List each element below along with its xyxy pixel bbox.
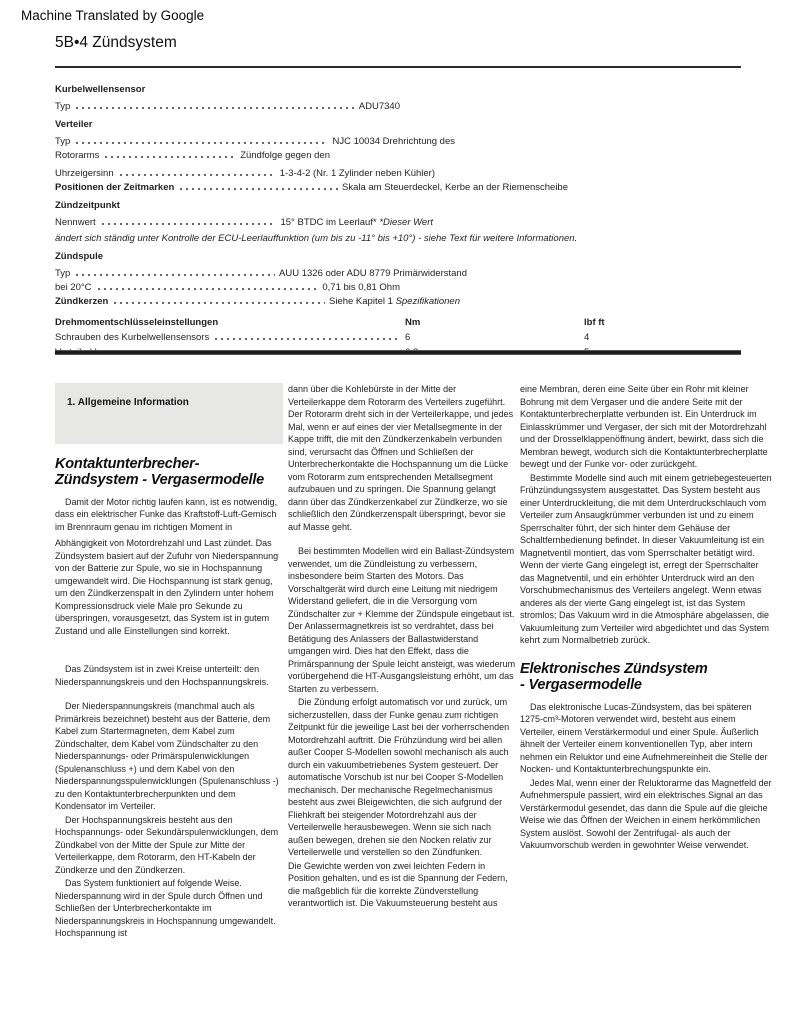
paragraph: Die Zündung erfolgt automatisch vor und zurück, um sicherzustellen, dass der Funke genau zum richtigen Zeitpunkt für die jeweilige Last bei der vorherrschenden Motordrehzahl auftritt. Die Frühzündung wird bei allen außer Cooper S-Modellen sowohl mechanisch als auch durch ein vakuumbetriebenes System gesteuert. Der automatische Vorschub ist nur bei Cooper S-Modellen mechanisch. Der mechanische Regelmechanismus besteht aus zwei Bleigewichten, die sich aufgrund der Fliehkraft bei steigender Motordrehzahl aus der Verteilerwelle herausbewegen. Wenn sie sich nach außen bewegen, drehen sie den Nocken relativ zur Verteilerwelle und verstellen so den Zündfunken. [288,697,510,857]
spec-row [55,136,455,148]
spec-value: Skala am Steuerdeckel, Kerbe an der Riemenscheibe [341,182,568,193]
info-box-title: 1. Allgemeine Information [67,397,189,408]
spec-row [55,150,330,162]
torque-title: Drehmomentschlüsseleinstellungen [55,317,219,328]
spec-row [55,101,400,113]
paragraph: Der Hochspannungskreis besteht aus den Hochspannungs- oder Sekundärspulenwicklungen, dem Zündkabel von der Mitte der Spule zur Mitte der Verteilerkappe, dem Rotorarm, den HT-Kabeln der Zündkerze und den Zündkerzen. [55,814,279,875]
spec-section-heading: Verteiler [55,119,93,130]
torque-col-lbf: lbf ft [584,317,605,328]
dot-leader [103,154,236,162]
spec-section-heading: Kurbelwellensensor [55,84,146,95]
spec-label: bei 20°C [55,282,92,293]
dot-leader [213,336,401,344]
spec-value: NJC 10034 Drehrichtung des [332,136,455,147]
body-column-3 [520,383,772,853]
paragraph: dann über die Kohlebürste in der Mitte der Verteilerkappe dem Rotorarm des Verteilers zugeführt. Der Rotorarm dreht sich in der Verteilerkappe, und jedes Mal, wenn er auf eines der vier Metallsegmente in der Kappe trifft, die mit den Zündkerzenkabeln verbunden sind, verursacht das Öffnen und Schließen der Unterbrecherkontakte die Hochspannung um die Lücke vom Rotorarm zum entsprechenden Metallsegment aufzubauen und zu springen. Die Spannung gelangt dann über das Zündkerzenkabel zur Zündkerze, wo sie schließlich den Zündkerzenspalt überspringt, bevor sie auf Masse geht. [288,384,514,532]
spec-label: Typ [55,136,71,147]
spec-value: 1-3-4-2 (Nr. 1 Zylinder neben Kühler) [279,168,435,179]
spec-value: ADU7340 [358,101,400,112]
dot-leader [74,105,354,113]
paragraph: Damit der Motor richtig laufen kann, ist es notwendig, dass ein elektrischer Funke das Kraftstoff-Luft-Gemisch im Brennraum genau im richtigen Moment in [55,496,278,532]
spec-value-note: *Dieser Wert [379,217,433,228]
torque-col-nm: Nm [405,317,421,328]
spec-value: 15° BTDC im Leerlauf* [280,217,377,228]
dot-leader [178,186,338,194]
dot-leader [112,300,325,308]
spec-section-heading: Zündzeitpunkt [55,200,120,211]
paragraph: Das Zündsystem ist in zwei Kreise unterteilt: den Niederspannungskreis und den Hochspannungskreis. [55,664,269,687]
watermark: Machine Translated by Google [21,8,205,23]
spec-label: Positionen der Zeitmarken [55,182,175,193]
spec-row [55,296,460,308]
body-column-1 [55,383,283,941]
paragraph: Bei bestimmten Modellen wird ein Ballast-Zündsystem verwendet, um die Zündleistung zu verbessern, insbesondere beim Starten des Motors. Das Vorschaltgerät wird durch eine Leitung mit niedrigem Widerstand geliefert, die in die Versorgung vom Zündschalter zur + Klemme der Zündspule eingebaut ist. Der Anlassermagnetkreis ist so verdrahtet, dass bei Betätigung des Anlassers der Ballastwiderstand umgangen wird. Dies hat den Effekt, dass die Primärspannung der Spule leicht ansteigt, was wiederum vorübergehend die HT-Ausgangsleistung erhöht, um das Starten zu verbessern. [288,546,516,694]
paragraph: Das elektronische Lucas-Zündsystem, das bei späteren 1275-cm³-Motoren verwendet wird, besteht aus einem Verteiler, einem Verstärkermodul und einer Spule. Äußerlich ähnelt der Verteiler einem konventionellen Typ, aber intern nehmen ein Reluktor und eine Aufnehmereinheit die Stelle der Nocken- und Kontaktunterbrechungspunkte ein. [520,701,768,774]
paragraph: eine Membran, deren eine Seite über ein Rohr mit kleiner Bohrung mit dem Vergaser und die andere Seite mit der Kontaktunterbrecherplatte verbunden ist. Ein Unterdruck im Einlasskrümmer und Vergaser, der sich mit der Motordrehzahl und der Drosselklappenöffnung ändert, bewirkt, dass sich die Membran bewegt, wodurch sich die Kontaktunterbrecherplatte bewegt und der Funke vor- oder zurückgeht. [520,384,768,469]
paragraph: Bestimmte Modelle sind auch mit einem getriebegesteuerten Frühzündungssystem ausgestattet. Das System besteht aus einer Unterdruckleitung, die mit dem Unterdruckschlauch vom Verteiler zum Ansaugkrümmer verbunden ist und zu einem Sperrschalter führt, der sich hinter dem Gehäuse der Schaltfernbedienung befindet. In dieser Vakuumleitung ist ein Magnetventil montiert, das vom Sperrschalter betätigt wird. Wenn der vierte Gang eingelegt ist, erregt der Sperrschalter das Magnetventil, und ein erhöhter Unterdruck wird an den Vorschubmechanismus des Verteilers angelegt. Wenn etwas anderes als der vierte Gang eingelegt ist, ist das System stromlos; Das Vakuum wird in die Atmosphäre abgelassen, die Vakuumleitung zum Verteiler wird abgedichtet und das System kehrt zum Normalbetrieb zurück. [520,472,772,645]
spec-row [55,217,433,229]
paragraph: Der Niederspannungskreis (manchmal auch als Primärkreis bezeichnet) besteht aus der Batterie, dem Kabel zum Startermagneten, dem Kabel zum Zündschalter, dem Kabel vom Zündschalter zu den Niederspannungs- oder Primärspulenwicklungen (Spulenanschluss +) und dem Kabel von den Niederspannungsspulenwicklungen (Spulenanschluss -) zu den Kontaktunterbrecherpunkten und dem Kondensator im Verteiler. [55,701,279,811]
torque-lbf-value: 4 [584,332,590,343]
dot-leader [118,172,276,180]
spec-note: ändert sich ständig unter Kontrolle der ECU-Leerlauffunktion (um bis zu -11° bis +10°) - siehe Text für weitere Informationen. [55,233,578,244]
spec-section-heading: Zündspule [55,251,104,262]
dot-leader [74,140,328,148]
paragraph: Abhängigkeit von Motordrehzahl und Last zündet. Das Zündsystem basiert auf der Zufuhr von Niederspannung von der Batterie zur Spule, wo sie in Hochspannung umgewandelt wird. Die Hochspannung ist stark genug, um den Zündkerzenspalt in den Zylindern unter hohem Kompressionsdruck viele Male pro Sekunde zu überspringen, vorausgesetzt, das System ist in gutem Zustand und alle Einstellungen sind korrekt. [55,538,279,636]
top-rule [55,66,741,68]
section-divider-rule [55,350,741,355]
torque-row [55,332,741,344]
spec-value: AUU 1326 oder ADU 8779 Primärwiderstand [279,268,467,279]
section-heading-electronic-ignition: Elektronisches Zündsystem - Vergasermodelle [520,660,708,693]
torque-header-row [55,317,741,329]
dot-leader [100,221,277,229]
body-column-2 [288,383,516,911]
spec-row [55,282,400,294]
spec-row [55,182,568,194]
spec-section [55,78,741,362]
paragraph: Die Gewichte werden von zwei leichten Federn in Position gehalten, und es ist die Spannung der Federn, die maßgeblich für die korrekte Zündverstellung verantwortlich ist. Die Vakuumsteuerung besteht aus [288,860,508,908]
paragraph: Das System funktioniert auf folgende Weise. Niederspannung wird in der Spule durch Öffnen und Schließen der Unterbrecherkontakte im Niederspannungskreis in Hochspannung umgewandelt. Hochspannung ist [55,878,276,938]
spec-value-italic: Spezifikationen [395,296,460,307]
spec-row [55,268,467,280]
dot-leader [74,272,275,280]
spec-value: Zündfolge gegen den [240,150,330,161]
page-title: 5B•4 Zündsystem [55,34,177,51]
spec-value: 0,71 bis 0,81 Ohm [322,282,400,293]
spec-label: Uhrzeigersinn [55,168,114,179]
spec-row [55,168,435,180]
torque-row-label: Schrauben des Kurbelwellensensors [55,332,405,344]
torque-nm-value: 6 [405,332,411,343]
info-box [55,383,283,444]
paragraph: Jedes Mal, wenn einer der Reluktorarme das Magnetfeld der Aufnehmerspule passiert, wird ein elektrisches Signal an das Verstärkermodul gesendet, das dann die Spule auf die gleiche Weise wie das Öffnen der Weichen in einem herkömmlichen System auslöst. Sowohl der Zentrifugal- als auch der Vakuumvorschub werden in gewohnter Weise verwendet. [520,777,772,850]
section-heading-contact-breaker: Kontaktunterbrecher- Zündsystem - Vergasermodelle [55,455,265,488]
spec-label: Zündkerzen [55,296,109,307]
dot-leader [96,286,319,294]
spec-label: Typ [55,268,71,279]
spec-label: Typ [55,101,71,112]
spec-label: Nennwert [55,217,96,228]
spec-value: Siehe Kapitel 1 [329,296,393,307]
spec-label: Rotorarms [55,150,100,161]
